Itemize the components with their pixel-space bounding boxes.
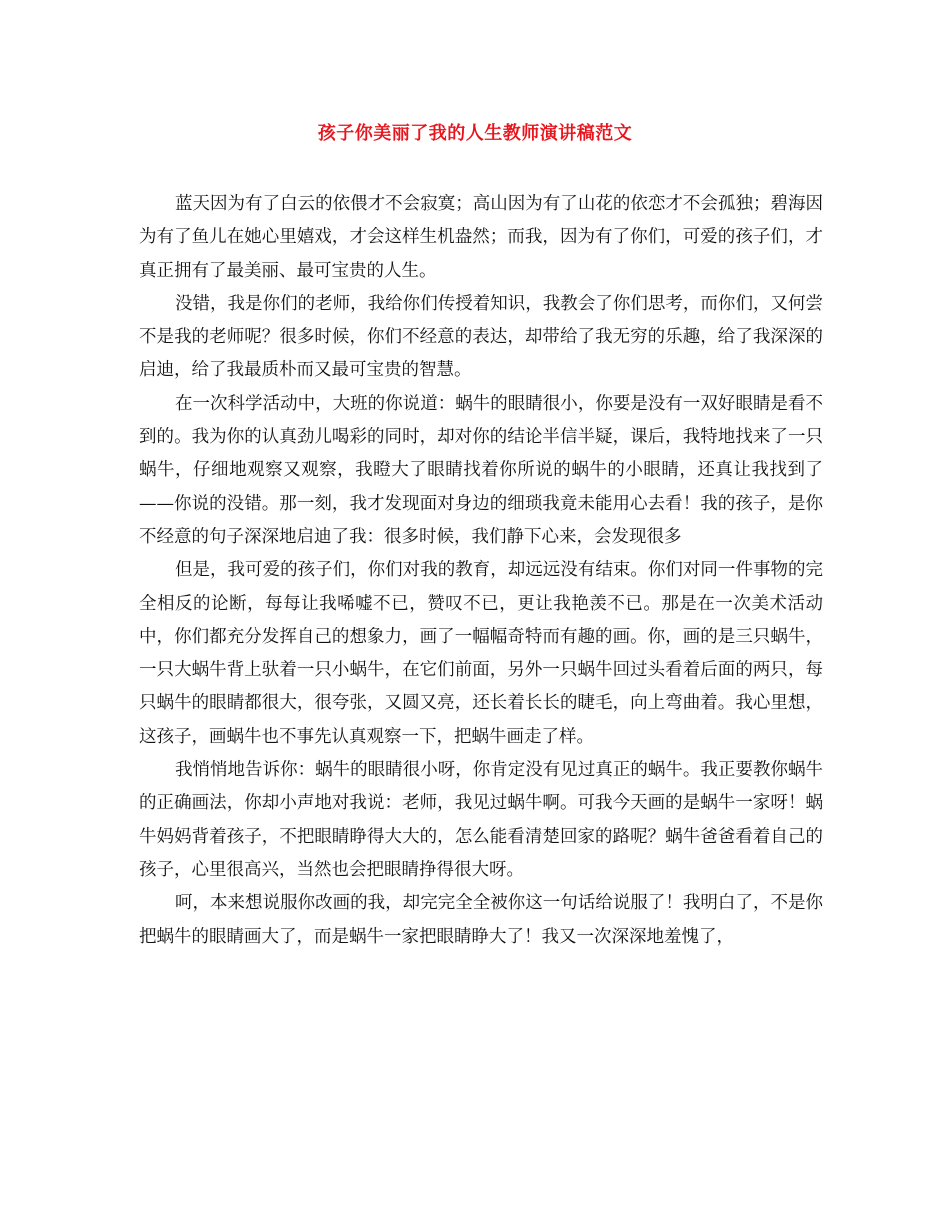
paragraph-2: 没错，我是你们的老师，我给你们传授着知识，我教会了你们思考，而你们，又何尝不是我的老师呢？很多时候，你们不经意的表达，却带给了我无穷的乐趣，给了我深深的启迪，给了我最质朴而又最可宝贵的智慧。 — [139, 293, 823, 381]
document-body — [139, 188, 823, 954]
paragraph-5: 我悄悄地告诉你：蜗牛的眼睛很小呀，你肯定没有见过真正的蜗牛。我正要教你蜗牛的正确画法，你却小声地对我说：老师，我见过蜗牛啊。可我今天画的是蜗牛一家呀！蜗牛妈妈背着孩子，不把眼睛睁得大大的，怎么能看清楚回家的路呢？蜗牛爸爸看着自己的孩子，心里很高兴，当然也会把眼睛挣得很大呀。 — [139, 760, 823, 880]
paragraph-6: 呵，本来想说服你改画的我，却完完全全被你这一句话给说服了！我明白了，不是你把蜗牛的眼睛画大了，而是蜗牛一家把眼睛睁大了！我又一次深深地羞愧了， — [139, 893, 823, 947]
paragraph-3: 在一次科学活动中，大班的你说道：蜗牛的眼睛很小，你要是没有一双好眼睛是看不到的。我为你的认真劲儿喝彩的同时，却对你的结论半信半疑，课后，我特地找来了一只蜗牛，仔细地观察又观察，我瞪大了眼睛找着你所说的蜗牛的小眼睛，还真让我找到了——你说的没错。那一刻，我才发现面对身边的细琐我竟未能用心去看！我的孩子，是你不经意的句子深深地启迪了我：很多时候，我们静下心来，会发现很多 — [139, 393, 823, 547]
document-title: 孩子你美丽了我的人生教师演讲稿范文 — [317, 123, 633, 144]
paragraph-4: 但是，我可爱的孩子们，你们对我的教育，却远远没有结束。你们对同一件事物的完全相反的论断，每每让我唏嘘不已，赞叹不已，更让我艳羡不已。那是在一次美术活动中，你们都充分发挥自己的想象力，画了一幅幅奇特而有趣的画。你，画的是三只蜗牛，一只大蜗牛背上驮着一只小蜗牛，在它们前面，另外一只蜗牛回过头看着后面的两只，每只蜗牛的眼睛都很大，很夸张，又圆又亮，还长着长长的睫毛，向上弯曲着。我心里想，这孩子，画蜗牛也不事先认真观察一下，把蜗牛画走了样。 — [139, 560, 823, 747]
paragraph-1: 蓝天因为有了白云的依偎才不会寂寞；高山因为有了山花的依恋才不会孤独；碧海因为有了鱼儿在她心里嬉戏，才会这样生机盎然；而我，因为有了你们，可爱的孩子们，才真正拥有了最美丽、最可宝贵的人生。 — [139, 194, 823, 281]
